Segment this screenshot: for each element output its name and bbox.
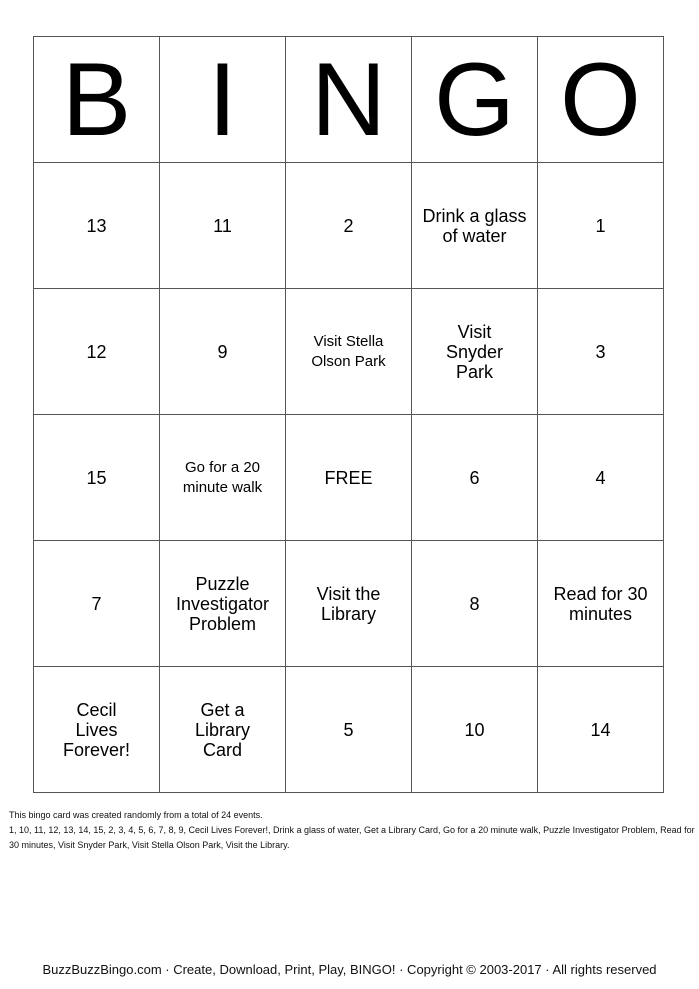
free-space: FREE	[286, 415, 412, 541]
bingo-cell: Visit Snyder Park	[412, 289, 538, 415]
bingo-cell: 1	[538, 163, 664, 289]
bingo-cell: 3	[538, 289, 664, 415]
bingo-row	[34, 289, 664, 415]
bingo-cell: 7	[34, 541, 160, 667]
bingo-cell: 15	[34, 415, 160, 541]
info-event-list: 1, 10, 11, 12, 13, 14, 15, 2, 3, 4, 5, 6, 7, 8, 9, Cecil Lives Forever!, Drink a glass of water, Get a Library Card, Go for a 20 minute walk, Puzzle Investigator Problem, Read for 30 minutes, Visit Snyder Park, Visit Stella Olson Park, Visit the Library.	[9, 825, 695, 850]
bingo-cell: 9	[160, 289, 286, 415]
bingo-cell: Cecil Lives Forever!	[34, 667, 160, 793]
bingo-row	[34, 667, 664, 793]
bingo-cell: Visit Stella Olson Park	[286, 289, 412, 415]
bingo-cell: Get a Library Card	[160, 667, 286, 793]
bingo-cell: 5	[286, 667, 412, 793]
bingo-header-row	[34, 37, 664, 163]
header-letter-g: G	[412, 37, 538, 163]
bingo-cell: 13	[34, 163, 160, 289]
bingo-cell: Read for 30 minutes	[538, 541, 664, 667]
bingo-row	[34, 415, 664, 541]
bingo-cell: Go for a 20 minute walk	[160, 415, 286, 541]
bingo-cell: 12	[34, 289, 160, 415]
info-summary: This bingo card was created randomly from a total of 24 events.	[9, 810, 263, 820]
bingo-cell: 4	[538, 415, 664, 541]
page-footer: BuzzBuzzBingo.com · Create, Download, Print, Play, BINGO! · Copyright © 2003-2017 · All rights reserved	[42, 962, 657, 977]
bingo-cell: 6	[412, 415, 538, 541]
header-letter-n: N	[286, 37, 412, 163]
bingo-cell: Puzzle Investigator Problem	[160, 541, 286, 667]
bingo-cell: Drink a glass of water	[412, 163, 538, 289]
bingo-cell: Visit the Library	[286, 541, 412, 667]
header-letter-i: I	[160, 37, 286, 163]
bingo-cell: 2	[286, 163, 412, 289]
bingo-cell: 11	[160, 163, 286, 289]
card-info	[9, 808, 695, 853]
bingo-cell: 8	[412, 541, 538, 667]
bingo-cell: 10	[412, 667, 538, 793]
header-letter-o: O	[538, 37, 664, 163]
bingo-cell: 14	[538, 667, 664, 793]
bingo-row	[34, 163, 664, 289]
header-letter-b: B	[34, 37, 160, 163]
bingo-card	[33, 36, 664, 793]
bingo-row	[34, 541, 664, 667]
